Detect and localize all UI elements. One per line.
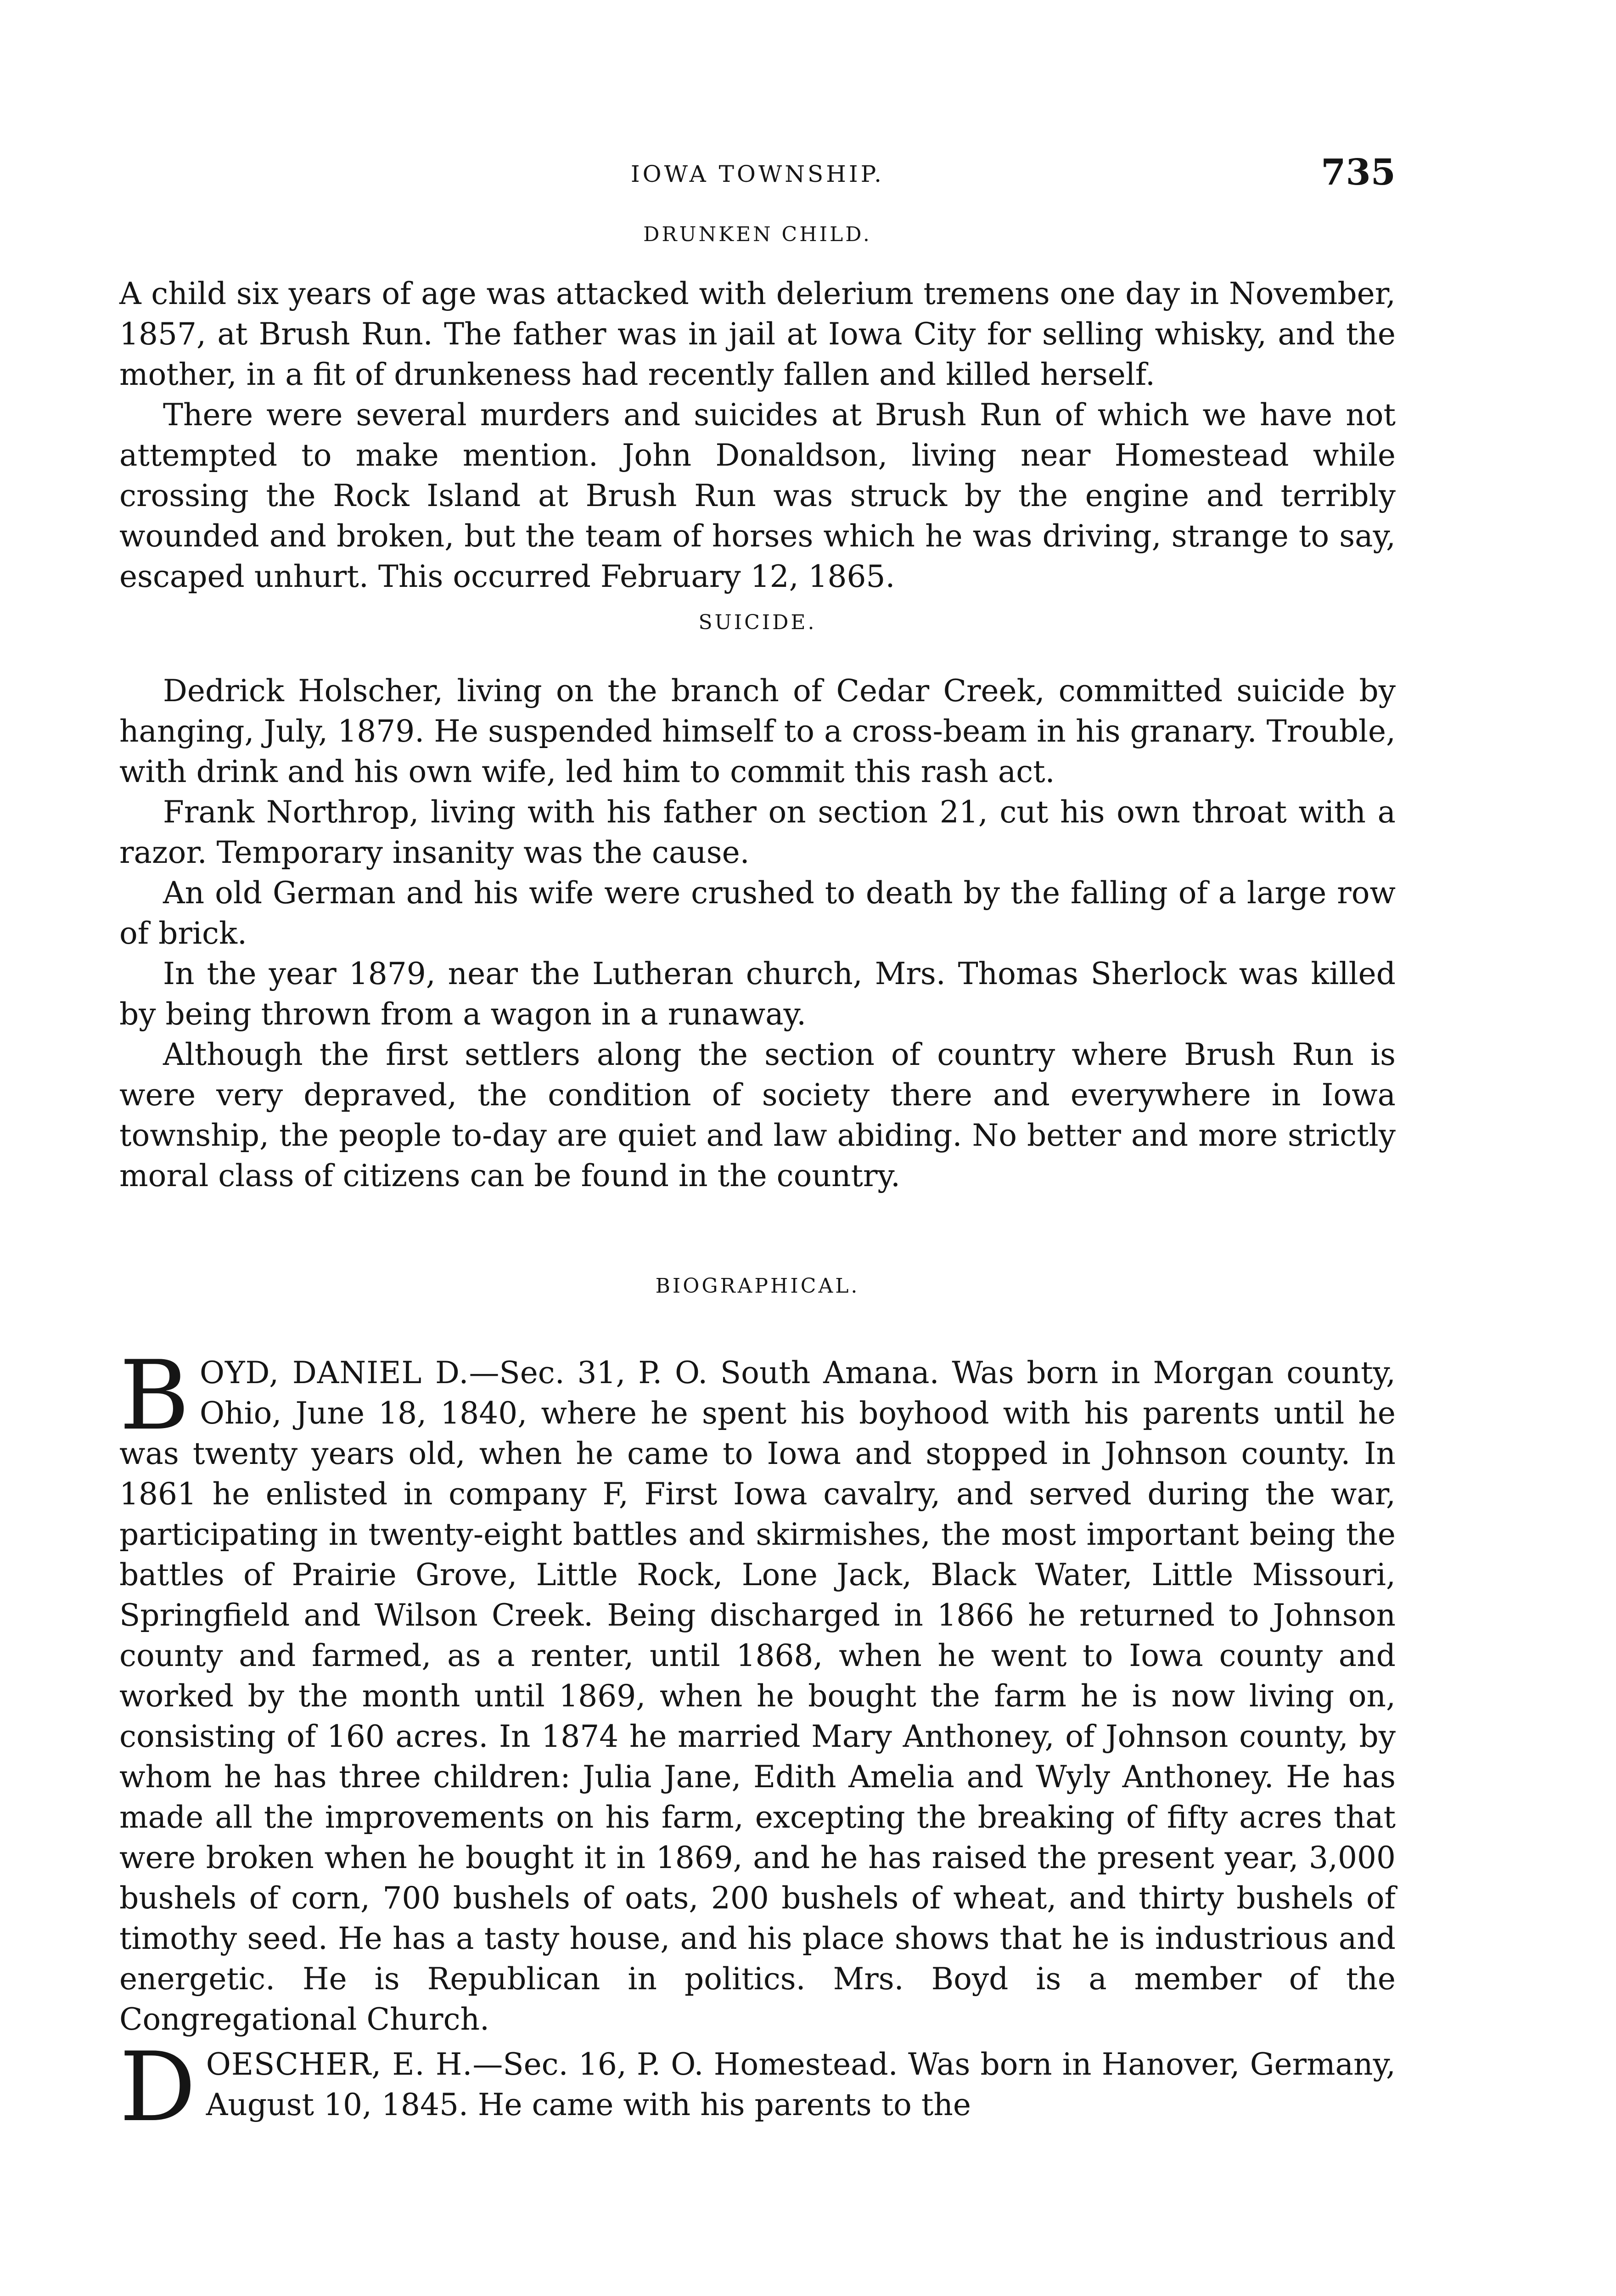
paragraph: Dedrick Holscher, living on the branch of Cedar Creek, committed suicide by hanging, July, 1879. He suspended himself to a cross-beam in his granary. Trouble, with drink and his own wife, led him to commit this rash act. (119, 673, 1396, 789)
section-heading-suicide: SUICIDE. (698, 611, 817, 634)
drop-cap-letter: B (119, 1340, 190, 1452)
section-heading-drunken-child: DRUNKEN CHILD. (643, 223, 872, 246)
paragraph: An old German and his wife were crushed to death by the falling of a large row of brick. (119, 875, 1396, 951)
drop-cap-letter: D (119, 2032, 196, 2143)
book-page (119, 152, 1396, 2296)
entry-text: —Sec. 31, P. O. South Amana. Was born in Morgan county, Ohio, June 18, 1840, where he spent his boyhood with his parents until he was twenty years old, when he came to Iowa and stopped in Johnson county. In 1861 he enlisted in company F, First Iowa cavalry, and served during the war, participating in twenty-eight battles and skirmishes, the most important being the battles of Prairie Grove, Little Rock, Lone Jack, Black Water, Little Missouri, Springfield and Wilson Creek. Being discharged in 1866 he returned to Johnson county and farmed, as a renter, until 1868, when he went to Iowa county and worked by the month until 1869, when he bought the farm he is now living on, consisting of 160 acres. In 1874 he married Mary Anthoney, of Johnson county, by whom he has three children: Julia Jane, Edith Amelia and Wyly Anthoney. He has made all the improvements on his farm, excepting the breaking of fifty acres that were broken when he bought it in 1869, and he has raised the present year, 3,000 bushels of corn, 700 bushels of oats, 200 bushels of wheat, and thirty bushels of timothy seed. He has a tasty house, and his place shows that he is industrious and energetic. He is Republican in politics. Mrs. Boyd is a member of the Congregational Church. (119, 1355, 1396, 2037)
biography-entry-doescher (119, 2032, 1396, 2143)
entry-name: OYD, DANIEL D. (199, 1355, 469, 1390)
paragraph: In the year 1879, near the Lutheran church, Mrs. Thomas Sherlock was killed by being thrown from a wagon in a runaway. (119, 956, 1396, 1032)
running-head (119, 152, 1396, 202)
paragraph: Although the first settlers along the section of country where Brush Run is were very depraved, the condition of society there and everywhere in Iowa township, the people to-day are quiet and law abiding. No better and more strictly moral class of citizens can be found in the country. (119, 1037, 1396, 1193)
running-title: IOWA TOWNSHIP. (630, 161, 885, 187)
entry-text: —Sec. 16, P. O. Homestead. Was born in Hanover, Germany, August 10, 1845. He came with his parents to the (206, 2047, 1396, 2122)
paragraph: There were several murders and suicides at Brush Run of which we have not attempted to make mention. John Donaldson, living near Homestead while crossing the Rock Island at Brush Run was struck by the engine and terribly wounded and broken, but the team of horses which he was driving, strange to say, escaped unhurt. This occurred February 12, 1865. (119, 397, 1396, 594)
page-number: 735 (1321, 152, 1396, 193)
paragraph: Frank Northrop, living with his father on section 21, cut his own throat with a razor. Temporary insanity was the cause. (119, 794, 1396, 870)
biography-entry-boyd (119, 1340, 1396, 2040)
entry-name: OESCHER, E. H. (206, 2047, 473, 2082)
section-heading-biographical: BIOGRAPHICAL. (655, 1274, 860, 1298)
paragraph: A child six years of age was attacked with delerium tremens one day in November, 1857, at Brush Run. The father was in jail at Iowa City for selling whisky, and the mother, in a fit of drunkeness had recently fallen and killed herself. (119, 276, 1396, 392)
